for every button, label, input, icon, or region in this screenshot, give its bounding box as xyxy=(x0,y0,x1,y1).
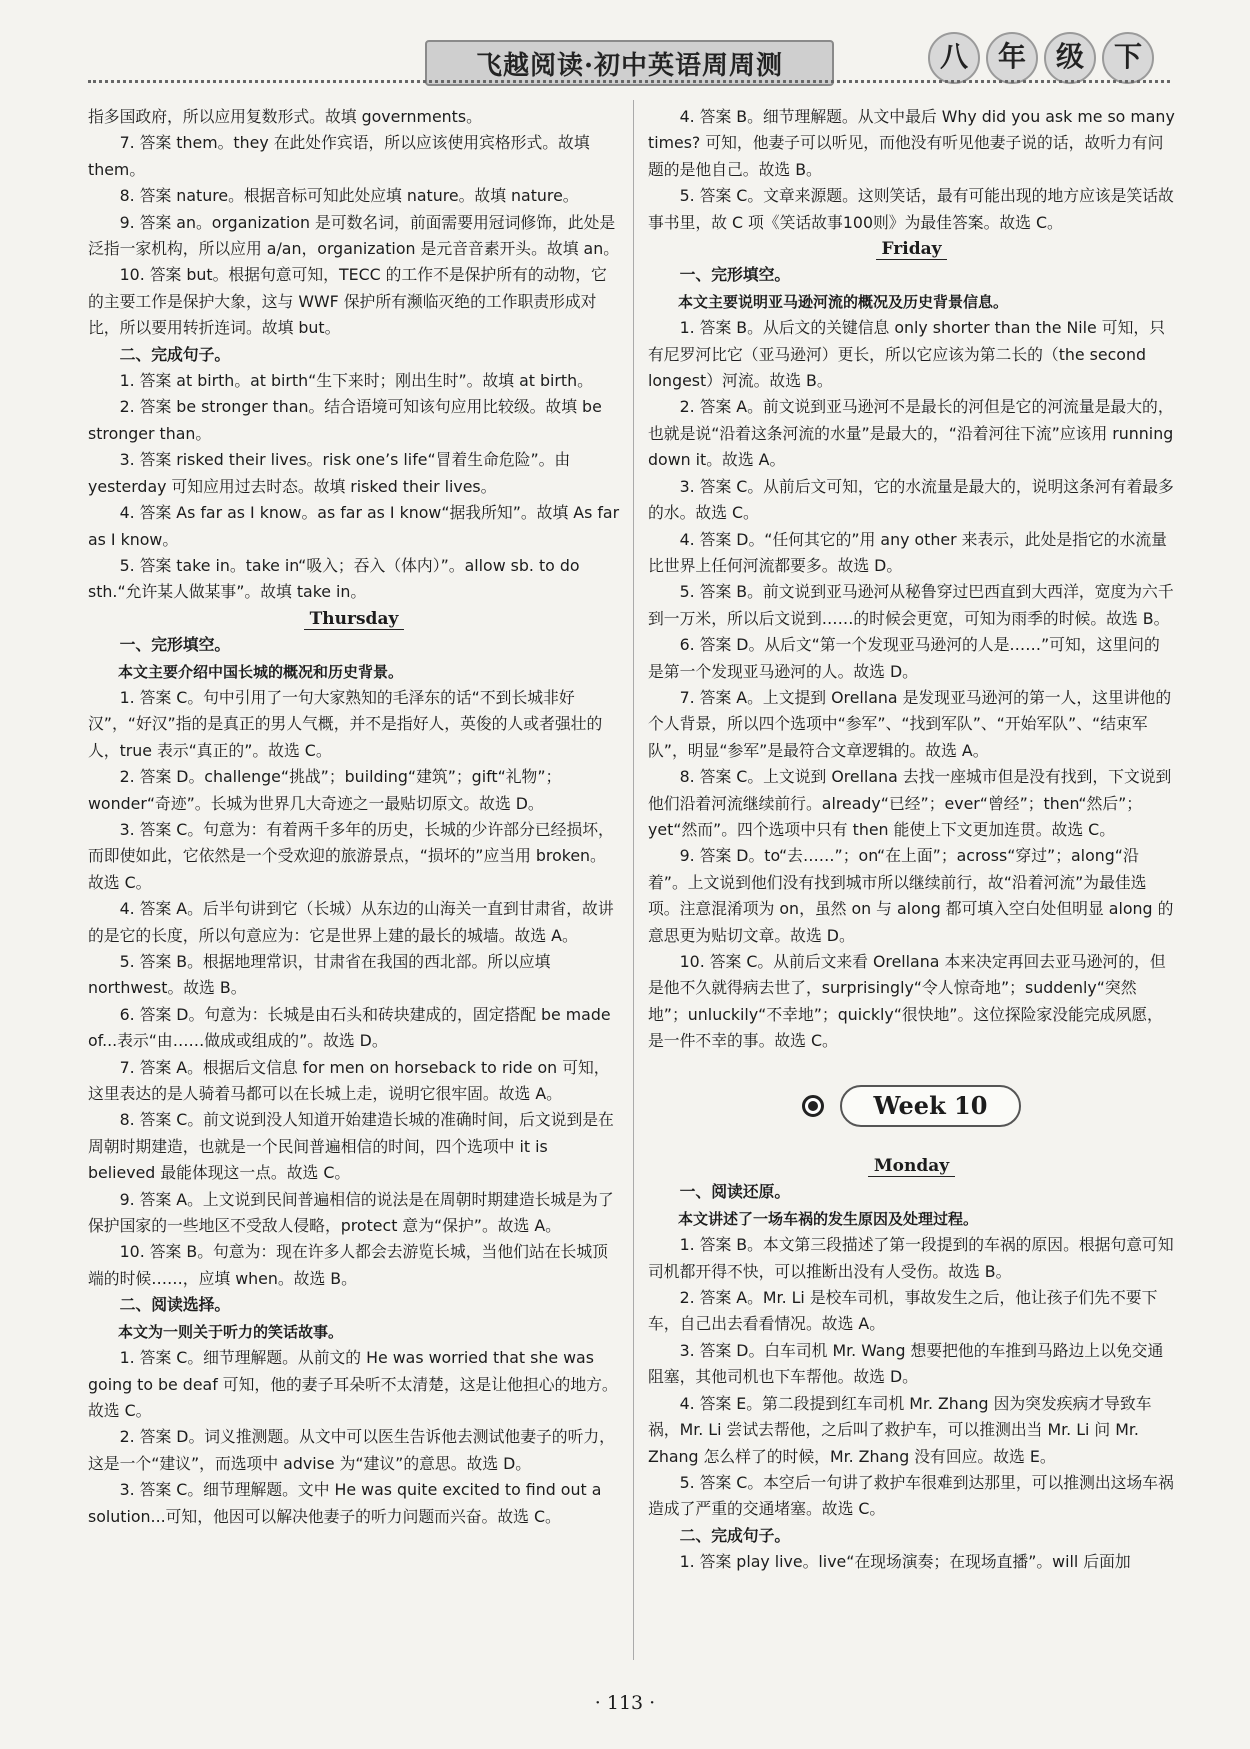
answer-paragraph: 4. 答案 E。第二段提到红车司机 Mr. Zhang 因为突发疾病才导致车祸，Mr. Li 尝试去帮他，之后叫了救护车，可以推测出当 Mr. Li 问 Mr. Zhang 怎么样了的时候，Mr. Zhang 没有回应。故选 E。 xyxy=(648,1393,1152,1466)
answer-paragraph: 2. 答案 A。前文说到亚马逊河不是最长的河但是它的河流量是最大的，也就是说“沿着这条河流的水量”是最大的，“沿着河往下流”应该用 running down it。故选 A。 xyxy=(648,397,1174,470)
right-column xyxy=(648,104,1175,1576)
day-heading xyxy=(648,1153,1175,1179)
passage-summary: 本文为一则关于听力的笑话故事。 xyxy=(118,1322,344,1341)
answer-paragraph: 5. 答案 B。根据地理常识，甘肃省在我国的西北部。所以应填 northwest。故选 B。 xyxy=(88,952,551,998)
passage-summary: 本文主要说明亚马逊河流的概况及历史背景信息。 xyxy=(678,292,1009,311)
grade-char: 级 xyxy=(1044,32,1096,84)
answer-paragraph: 3. 答案 risked their lives。risk one’s life“冒着生命危险”。由 yesterday 可知应用过去时态。故填 risked their lives。 xyxy=(88,450,571,496)
answer-paragraph: 2. 答案 be stronger than。结合语境可知该句应用比较级。故填 be stronger than。 xyxy=(88,397,602,443)
answer-paragraph: 10. 答案 but。根据句意可知，TECC 的工作不是保护所有的动物，它的主要工作是保护大象，这与 WWF 保护所有濒临灭绝的工作职责形成对比，所以要用转折连词。故填 but。 xyxy=(88,265,607,338)
grade-char: 年 xyxy=(986,32,1038,84)
day-heading-label: Friday xyxy=(876,239,948,260)
answer-paragraph: 4. 答案 As far as I know。as far as I know“据我所知”。故填 As far as I know。 xyxy=(88,503,620,549)
answer-paragraph: 4. 答案 A。后半句讲到它（长城）从东边的山海关一直到甘肃省，故讲的是它的长度，所以句意应为：它是世界上建的最长的城墙。故选 A。 xyxy=(88,899,614,945)
answer-paragraph: 1. 答案 B。本文第三段描述了第一段提到的车祸的原因。根据句意可知司机都开得不快，可以推断出没有人受伤。故选 B。 xyxy=(648,1235,1174,1281)
day-heading xyxy=(648,236,1175,262)
answer-paragraph: 1. 答案 C。句中引用了一句大家熟知的毛泽东的话“不到长城非好汉”，“好汉”指的是真正的男人气概，并不是指好人，英俊的人或者强壮的人，true 表示“真正的”。故选 C。 xyxy=(88,687,603,760)
answer-paragraph: 1. 答案 B。从后文的关键信息 only shorter than the Nile 可知，只有尼罗河比它（亚马逊河）更长，所以它应该为第二长的（the second longest）河流。故选 B。 xyxy=(648,318,1165,391)
answer-paragraph: 4. 答案 D。“任何其它的”用 any other 来表示，此处是指它的水流量比世界上任何河流都要多。故选 D。 xyxy=(648,529,1167,575)
passage-summary: 本文主要介绍中国长城的概况和历史背景。 xyxy=(118,662,404,681)
answer-paragraph: 10. 答案 B。句意为：现在许多人都会去游览长城，当他们站在长城顶端的时候……，应填 when。故选 B。 xyxy=(88,1242,608,1288)
answer-paragraph: 2. 答案 D。词义推测题。从文中可以医生告诉他去测试他妻子的听力，这是一个“建议”，而选项中 advise 为“建议”的意思。故选 D。 xyxy=(88,1427,615,1473)
grade-char: 八 xyxy=(928,32,980,84)
section-heading: 二、完成句子。 xyxy=(679,1525,791,1545)
answer-paragraph: 9. 答案 D。to“去……”；on“在上面”；across“穿过”；along“沿着”。上文说到他们没有找到城市所以继续前行，故“沿着河流”为最佳选项。注意混淆项为 on，虽然 on 与 along 都可填入空白处但明显 along 的意思更为贴切文章。故选 D。 xyxy=(648,846,1174,945)
answer-paragraph: 8. 答案 nature。根据音标可知此处应填 nature。故填 nature。 xyxy=(119,186,579,206)
answer-paragraph: 3. 答案 C。句意为：有着两千多年的历史，长城的少许部分已经损坏，而即使如此，它依然是一个受欢迎的旅游景点，“损坏的”应当用 broken。故选 C。 xyxy=(88,819,614,892)
section-heading: 一、阅读还原。 xyxy=(679,1182,791,1202)
week-heading xyxy=(648,1085,1175,1127)
column-divider xyxy=(633,100,634,1660)
answer-paragraph: 8. 答案 C。上文说到 Orellana 去找一座城市但是没有找到，下文说到他们沿着河流继续前行。already“已经”；ever“曾经”；then“然后”；yet“然而”。四个选项中只有 then 能使上下文更加连贯。故选 C。 xyxy=(648,767,1172,839)
week-label: Week 10 xyxy=(840,1085,1022,1127)
answer-paragraph: 4. 答案 B。细节理解题。从文中最后 Why did you ask me so many times? 可知，他妻子可以听见，而他没有听见他妻子说的话，故听力有问题的是他自己。故选 B。 xyxy=(648,107,1175,179)
answer-paragraph: 3. 答案 C。从前后文可知，它的水流量是最大的，说明这条河有着最多的水。故选 C。 xyxy=(648,476,1174,523)
answer-paragraph: 2. 答案 A。Mr. Li 是校车司机，事故发生之后，他让孩子们先不要下车，自己出去看看情况。故选 A。 xyxy=(648,1288,1158,1334)
answer-paragraph: 5. 答案 B。前文说到亚马逊河从秘鲁穿过巴西直到大西洋，宽度为六千到一万米，所以后文说到……的时候会更宽，可知为雨季的时候。故选 B。 xyxy=(648,582,1174,628)
answer-paragraph: 8. 答案 C。前文说到没人知道开始建造长城的准确时间，后文说到是在周朝时期建造，也就是一个民间普遍相信的时间，四个选项中 it is believed 最能体现这一点。故选 C。 xyxy=(88,1110,614,1183)
passage-summary: 本文讲述了一场车祸的发生原因及处理过程。 xyxy=(678,1209,979,1228)
answer-paragraph: 7. 答案 A。上文提到 Orellana 是发现亚马逊河的第一人，这里讲他的个人背景，所以四个选项中“参军”、“找到军队”、“开始军队”、“结束军队”，明显“参军”是最符合文章逻辑的。故选 A。 xyxy=(648,687,1172,760)
answer-paragraph: 3. 答案 D。白车司机 Mr. Wang 想要把他的车推到马路边上以免交通阻塞，其他司机也下车帮他。故选 D。 xyxy=(648,1340,1164,1387)
header-dotted-rule xyxy=(88,80,1170,83)
answer-paragraph: 5. 答案 C。本空后一句讲了救护车很难到达那里，可以推测出这场车祸造成了严重的交通堵塞。故选 C。 xyxy=(648,1472,1174,1519)
answer-paragraph: 6. 答案 D。句意为：长城是由石头和砖块建成的，固定搭配 be made of...表示“由……做成或组成的”。故选 D。 xyxy=(88,1004,611,1051)
section-heading: 一、完形填空。 xyxy=(679,265,791,285)
day-heading-label: Thursday xyxy=(304,609,405,630)
answer-paragraph: 9. 答案 an。organization 是可数名词，前面需要用冠词修饰，此处是泛指一家机构，所以应用 a/an，organization 是元音音素开头。故填 an。 xyxy=(88,212,620,259)
day-heading xyxy=(88,606,620,632)
answer-paragraph: 5. 答案 take in。take in“吸入；吞入（体内）”。allow sb. to do sth.“允许某人做某事”。故填 take in。 xyxy=(88,555,580,602)
section-heading: 二、阅读选择。 xyxy=(119,1295,231,1315)
left-column xyxy=(88,104,620,1530)
answer-paragraph: 1. 答案 at birth。at birth“生下来时；刚出生时”。故填 at birth。 xyxy=(119,371,593,391)
answer-paragraph: 1. 答案 C。细节理解题。从前文的 He was worried that she was going to be deaf 可知，他的妻子耳朵听不太清楚，这是让他担心的地方。故选 C。 xyxy=(88,1348,618,1420)
page-number: · 113 · xyxy=(594,1692,656,1714)
answer-paragraph: 1. 答案 play live。live“在现场演奏；在现场直播”。will 后面加 xyxy=(679,1552,1131,1572)
answer-paragraph: 6. 答案 D。从后文“第一个发现亚马逊河的人是……”可知，这里问的是第一个发现亚马逊河的人。故选 D。 xyxy=(648,635,1160,681)
answer-paragraph: 3. 答案 C。细节理解题。文中 He was quite excited to find out a solution...可知，他因可以解决他妻子的听力问题而兴奋。故选 C。 xyxy=(88,1480,602,1526)
answer-paragraph: 指多国政府，所以应用复数形式。故填 governments。 xyxy=(88,107,482,126)
day-heading-label: Monday xyxy=(868,1156,955,1177)
answer-paragraph: 7. 答案 A。根据后文信息 for men on horseback to ride on 可知，这里表达的是人骑着马都可以在长城上走，说明它很牢固。故选 A。 xyxy=(88,1057,610,1104)
grade-char: 下 xyxy=(1102,32,1154,84)
header-banner: 飞越阅读·初中英语周周测 xyxy=(425,40,834,86)
answer-paragraph: 7. 答案 them。they 在此处作宾语，所以应该使用宾格形式。故填 them。 xyxy=(88,133,590,179)
grade-badges xyxy=(928,32,1154,84)
answer-paragraph: 10. 答案 C。从前后文来看 Orellana 本来决定再回去亚马逊河的，但是他不久就得病去世了，surprisingly“令人惊奇地”；suddenly“突然地”；unluckily“不幸地”；quickly“很快地”。这位探险家没能完成夙愿，是一件不幸的事。故选 C。 xyxy=(648,952,1166,1051)
section-heading: 二、完成句子。 xyxy=(119,344,231,364)
answer-paragraph: 2. 答案 D。challenge“挑战”；building“建筑”；gift“礼物”；wonder“奇迹”。长城为世界几大奇迹之一最贴切原文。故选 D。 xyxy=(88,767,562,813)
bullet-circle-icon xyxy=(802,1095,824,1117)
answer-paragraph: 5. 答案 C。文章来源题。这则笑话，最有可能出现的地方应该是笑话故事书里，故 C 项《笑话故事100则》为最佳答案。故选 C。 xyxy=(648,186,1174,232)
answer-paragraph: 9. 答案 A。上文说到民间普遍相信的说法是在周朝时期建造长城是为了保护国家的一些地区不受敌人侵略，protect 意为“保护”。故选 A。 xyxy=(88,1189,614,1236)
section-heading: 一、完形填空。 xyxy=(119,635,231,655)
